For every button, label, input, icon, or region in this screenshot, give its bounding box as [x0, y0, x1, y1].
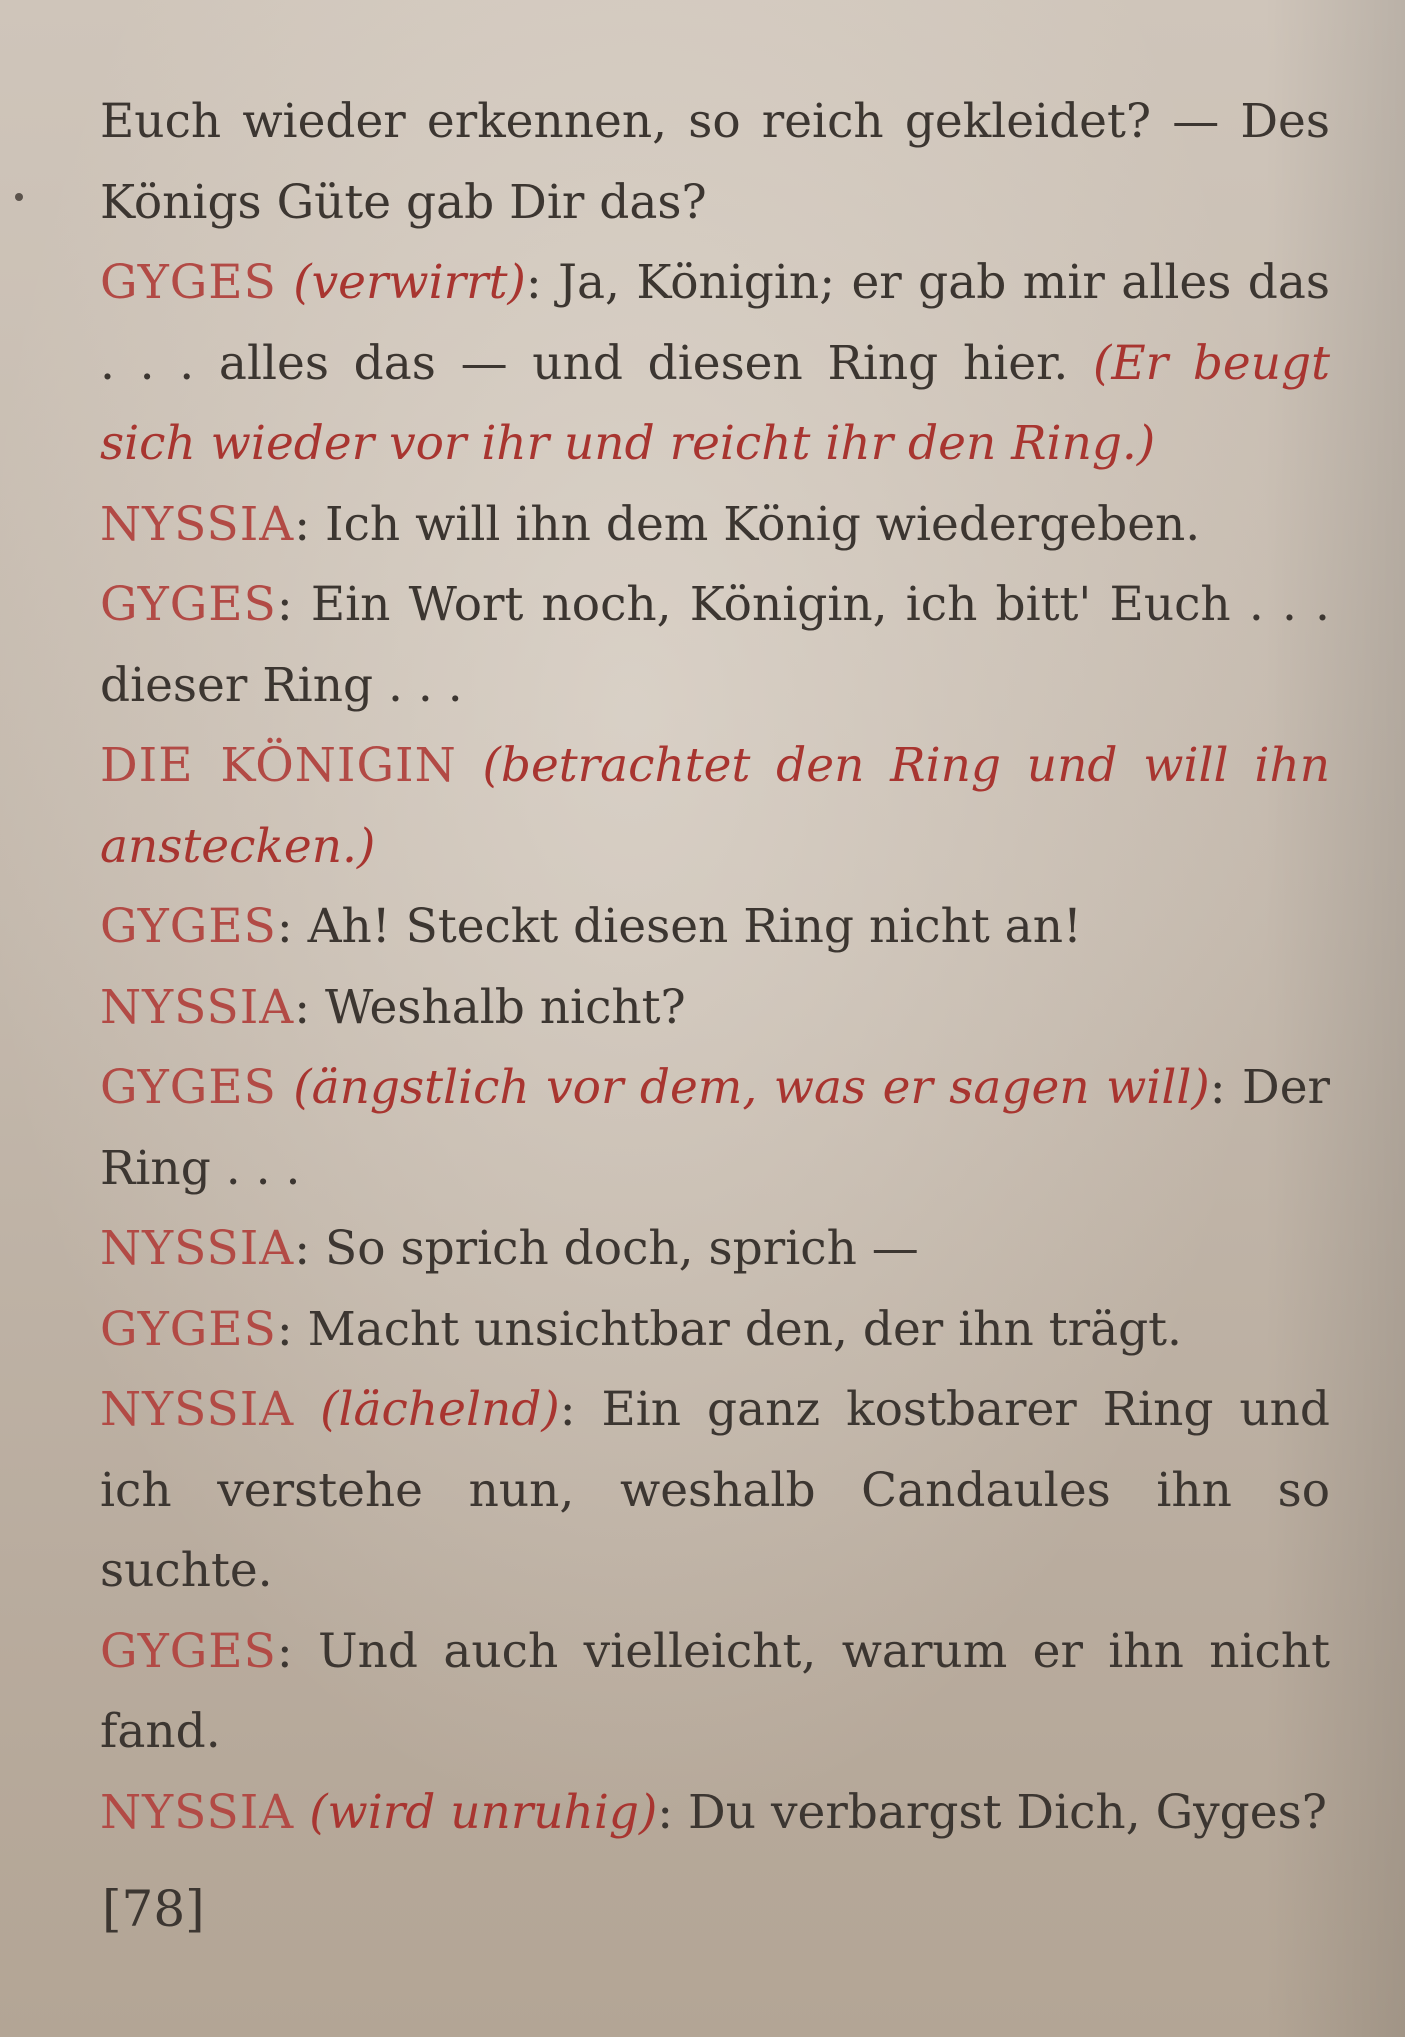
page-number: [78] [102, 1880, 205, 1938]
dialogue-line: : Ah! Steckt diesen Ring nicht an! [276, 899, 1082, 954]
dialogue-text [100, 82, 1330, 1853]
dialogue-line: : Macht unsichtbar den, der ihn trägt. [276, 1301, 1182, 1357]
stage-direction: (wird unruhig) [309, 1784, 658, 1840]
speaker-name: GYGES [100, 1623, 277, 1679]
dialogue-line: Ja, Königin; er gab mir alles das . . . alles das — und diesen Ring hier. [100, 255, 1330, 391]
dialogue-line: : Du verbargst Dich, Gyges? [657, 1784, 1327, 1840]
paragraph-2 [100, 243, 1330, 485]
speaker-name: NYSSIA [100, 1784, 295, 1840]
stage-direction: (betrachtet den Ring und will ihn anstecken.) [100, 738, 1330, 874]
paragraph-9 [100, 1209, 1330, 1290]
paragraph-10 [100, 1290, 1330, 1371]
paragraph-12 [100, 1612, 1330, 1773]
ink-speck [15, 193, 23, 201]
dialogue-line: : Ein Wort noch, Königin, ich bitt' Euch . . . dieser Ring . . . [100, 577, 1330, 713]
paragraph-7 [100, 968, 1330, 1049]
dialogue-line: : So sprich doch, sprich — [294, 1221, 919, 1276]
speaker-name: GYGES [100, 1060, 277, 1115]
speaker-name: NYSSIA [100, 496, 295, 552]
colon: : [525, 255, 542, 310]
paragraph-5 [100, 726, 1330, 887]
dialogue-line: : Weshalb nicht? [294, 979, 686, 1035]
paragraph-11 [100, 1370, 1330, 1612]
paragraph-1 [100, 82, 1330, 243]
paragraph-13 [100, 1773, 1330, 1854]
dialogue-line: : Ich will ihn dem König wiedergeben. [294, 496, 1201, 552]
stage-direction: (lächelnd) [320, 1382, 560, 1437]
speaker-name: GYGES [100, 255, 277, 310]
stage-direction: (ängstlich vor dem, was er sagen will) [293, 1060, 1210, 1115]
speaker-name: DIE KÖNIGIN [100, 738, 457, 793]
paragraph-3 [100, 485, 1330, 566]
paragraph-4 [100, 565, 1330, 726]
speaker-name: GYGES [100, 899, 277, 954]
stage-direction: (verwirrt) [293, 255, 526, 310]
dialogue-line: : Ein ganz kostbarer Ring und ich verstehe nun, weshalb Candaules ihn so suchte. [100, 1382, 1330, 1598]
paragraph-6 [100, 887, 1330, 968]
speaker-name: GYGES [100, 577, 277, 632]
speaker-name: NYSSIA [100, 1382, 295, 1437]
speaker-name: GYGES [100, 1301, 277, 1357]
stage-direction: (Er beugt sich wieder vor ihr und reicht ihr den Ring.) [100, 335, 1330, 471]
dialogue-line: : Und auch vielleicht, warum er ihn nicht fand. [100, 1623, 1330, 1759]
dialogue-line: : Der Ring . . . [100, 1060, 1330, 1196]
speaker-name: NYSSIA [100, 1221, 295, 1276]
paragraph-8 [100, 1048, 1330, 1209]
speaker-name: NYSSIA [100, 979, 295, 1035]
dialogue-line: Euch wieder erkennen, so reich gekleidet? — Des Königs Güte gab Dir das? [100, 94, 1330, 230]
